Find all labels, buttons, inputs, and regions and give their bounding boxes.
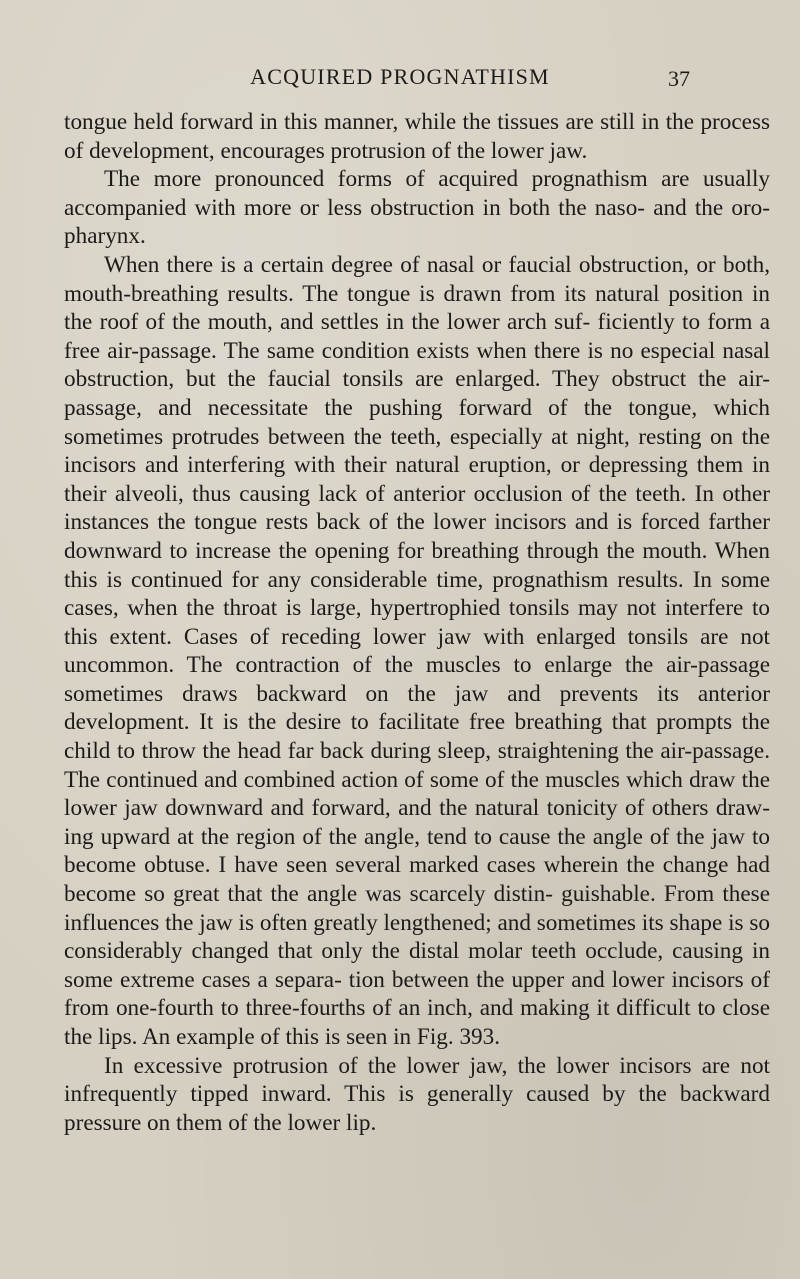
- paragraph-pronounced-forms: The more pronounced forms of acquired prognathism are usually accompanied with more or less obstruction in both the naso- and the oro-pharynx.: [64, 166, 770, 250]
- paragraph-excessive-protrusion: In excessive protrusion of the lower jaw, the lower incisors are not infrequently tipped inward. This is generally caused by the backward pressure on them of the lower lip.: [64, 1052, 770, 1136]
- running-head: ACQUIRED PROGNATHISM: [250, 64, 550, 89]
- body-text: [64, 108, 770, 1137]
- page-number: 37: [668, 66, 690, 91]
- paragraph-obstruction: When there is a certain degree of nasal or faucial obstruction, or both, mouth-breathing results. The tongue is drawn from its natural position in the roof of the mouth, and settles in the lower arch suf- ficiently to form a free air-passage. The same condition exists when there is no especial nasal obstruction, but the faucial tonsils are enlarged. They obstruct the air-passage, and necessitate the pushing forward of the tongue, which sometimes protrudes between the teeth, especially at night, resting on the incisors and interfering with their natural eruption, or depressing them in their alveoli, thus causing lack of anterior occlusion of the teeth. In other instances the tongue rests back of the lower incisors and is forced farther downward to increase the opening for breathing through the mouth. When this is continued for any considerable time, prognathism results. In some cases, when the throat is large, hypertrophied tonsils may not interfere to this extent. Cases of receding lower jaw with enlarged tonsils are not uncommon. The contraction of the muscles to enlarge the air-passage sometimes draws backward on the jaw and prevents its anterior development. It is the desire to facilitate free breathing that prompts the child to throw the head far back during sleep, straightening the air-passage. The continued and combined action of some of the muscles which draw the lower jaw downward and forward, and the natural tonicity of others draw- ing upward at the region of the angle, tend to cause the angle of the jaw to become obtuse. I have seen several marked cases wherein the change had become so great that the angle was scarcely distin- guishable. From these influences the jaw is often greatly lengthened; and sometimes its shape is so considerably changed that only the distal molar teeth occlude, causing in some extreme cases a separa- tion between the upper and lower incisors of from one-fourth to three-fourths of an inch, and making it difficult to close the lips. An example of this is seen in Fig. 393.: [64, 251, 770, 1050]
- page-header: [0, 64, 800, 98]
- paragraph-continuation: tongue held forward in this manner, while the tissues are still in the process of development, encourages protrusion of the lower jaw.: [64, 109, 770, 164]
